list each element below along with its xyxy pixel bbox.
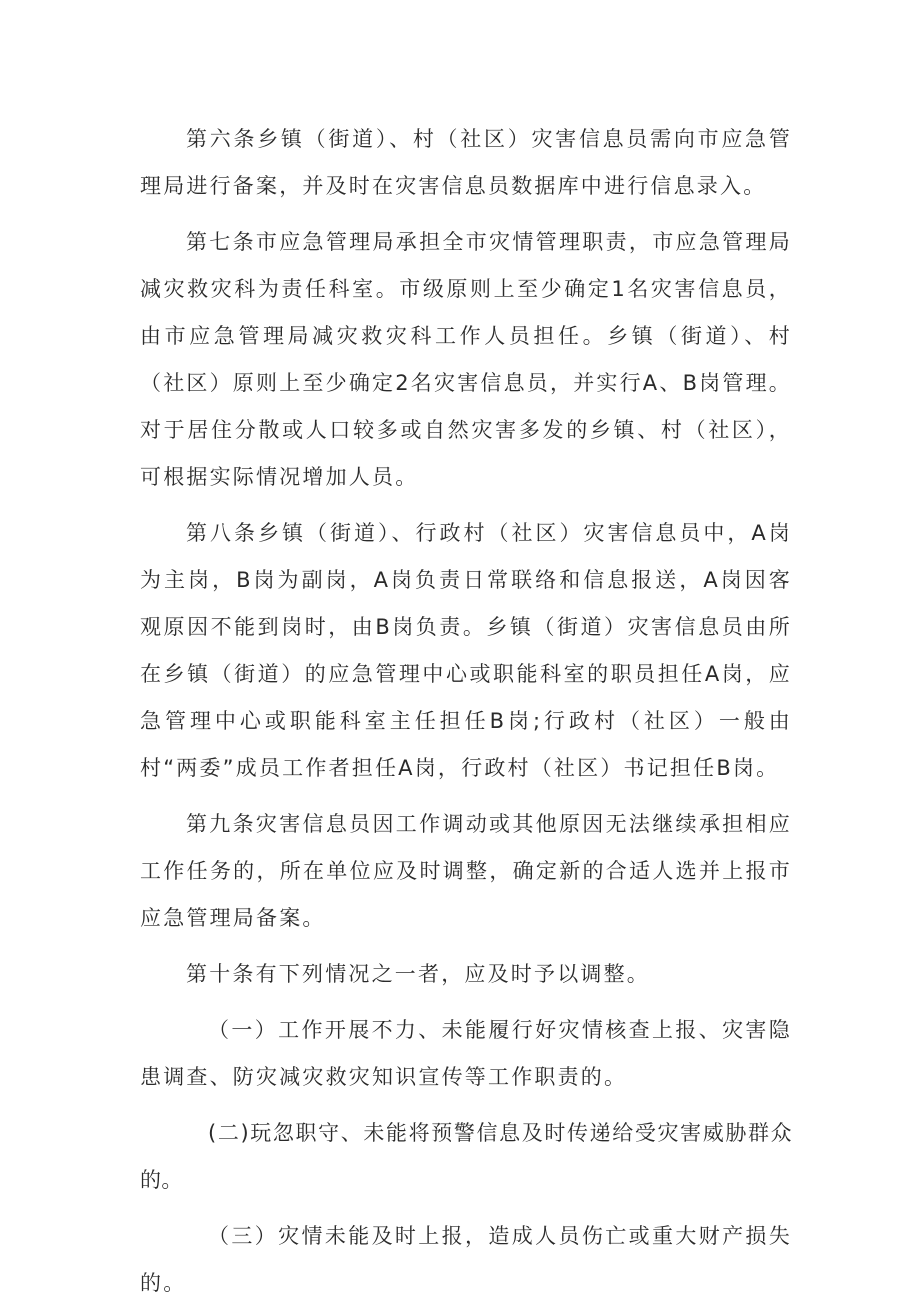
article-6-paragraph: 第六条乡镇（街道）、村（社区）灾害信息员需向市应急管理局进行备案，并及时在灾害信息员数据库中进行信息录入。	[140, 127, 792, 198]
document-body	[140, 116, 792, 1316]
article-8-paragraph: 第八条乡镇（街道）、行政村（社区）灾害信息员中，A岗为主岗，B岗为副岗，A岗负责日常联络和信息报送，A岗因客观原因不能到岗时，由B岗负责。乡镇（街道）灾害信息员由所在乡镇（街道）的应急管理中心或职能科室的职员担任A岗，应急管理中心或职能科室主任担任B岗;行政村（社区）一般由村“两委”成员工作者担任A岗，行政村（社区）书记担任B岗。	[140, 521, 792, 780]
article-7-paragraph: 第七条市应急管理局承担全市灾情管理职责，市应急管理局减灾救灾科为责任科室。市级原则上至少确定1名灾害信息员，由市应急管理局减灾救灾科工作人员担任。乡镇（街道）、村（社区）原则上至少确定2名灾害信息员，并实行A、B岗管理。对于居住分散或人口较多或自然灾害多发的乡镇、村（社区），可根据实际情况增加人员。	[140, 230, 792, 489]
article-10-paragraph: 第十条有下列情况之一者，应及时予以调整。	[186, 962, 650, 986]
list-item-1: （一）工作开展不力、未能履行好灾情核查上报、灾害隐患调查、防灾减灾救灾知识宣传等工作职责的。	[140, 1018, 792, 1089]
list-item-2: (二)玩忽职守、未能将预警信息及时传递给受灾害威胁群众的。	[140, 1121, 792, 1192]
article-9-paragraph: 第九条灾害信息员因工作调动或其他原因无法继续承担相应工作任务的，所在单位应及时调整，确定新的合适人选并上报市应急管理局备案。	[140, 812, 792, 930]
list-item-3: （三）灾情未能及时上报，造成人员伤亡或重大财产损失的。	[140, 1224, 792, 1295]
